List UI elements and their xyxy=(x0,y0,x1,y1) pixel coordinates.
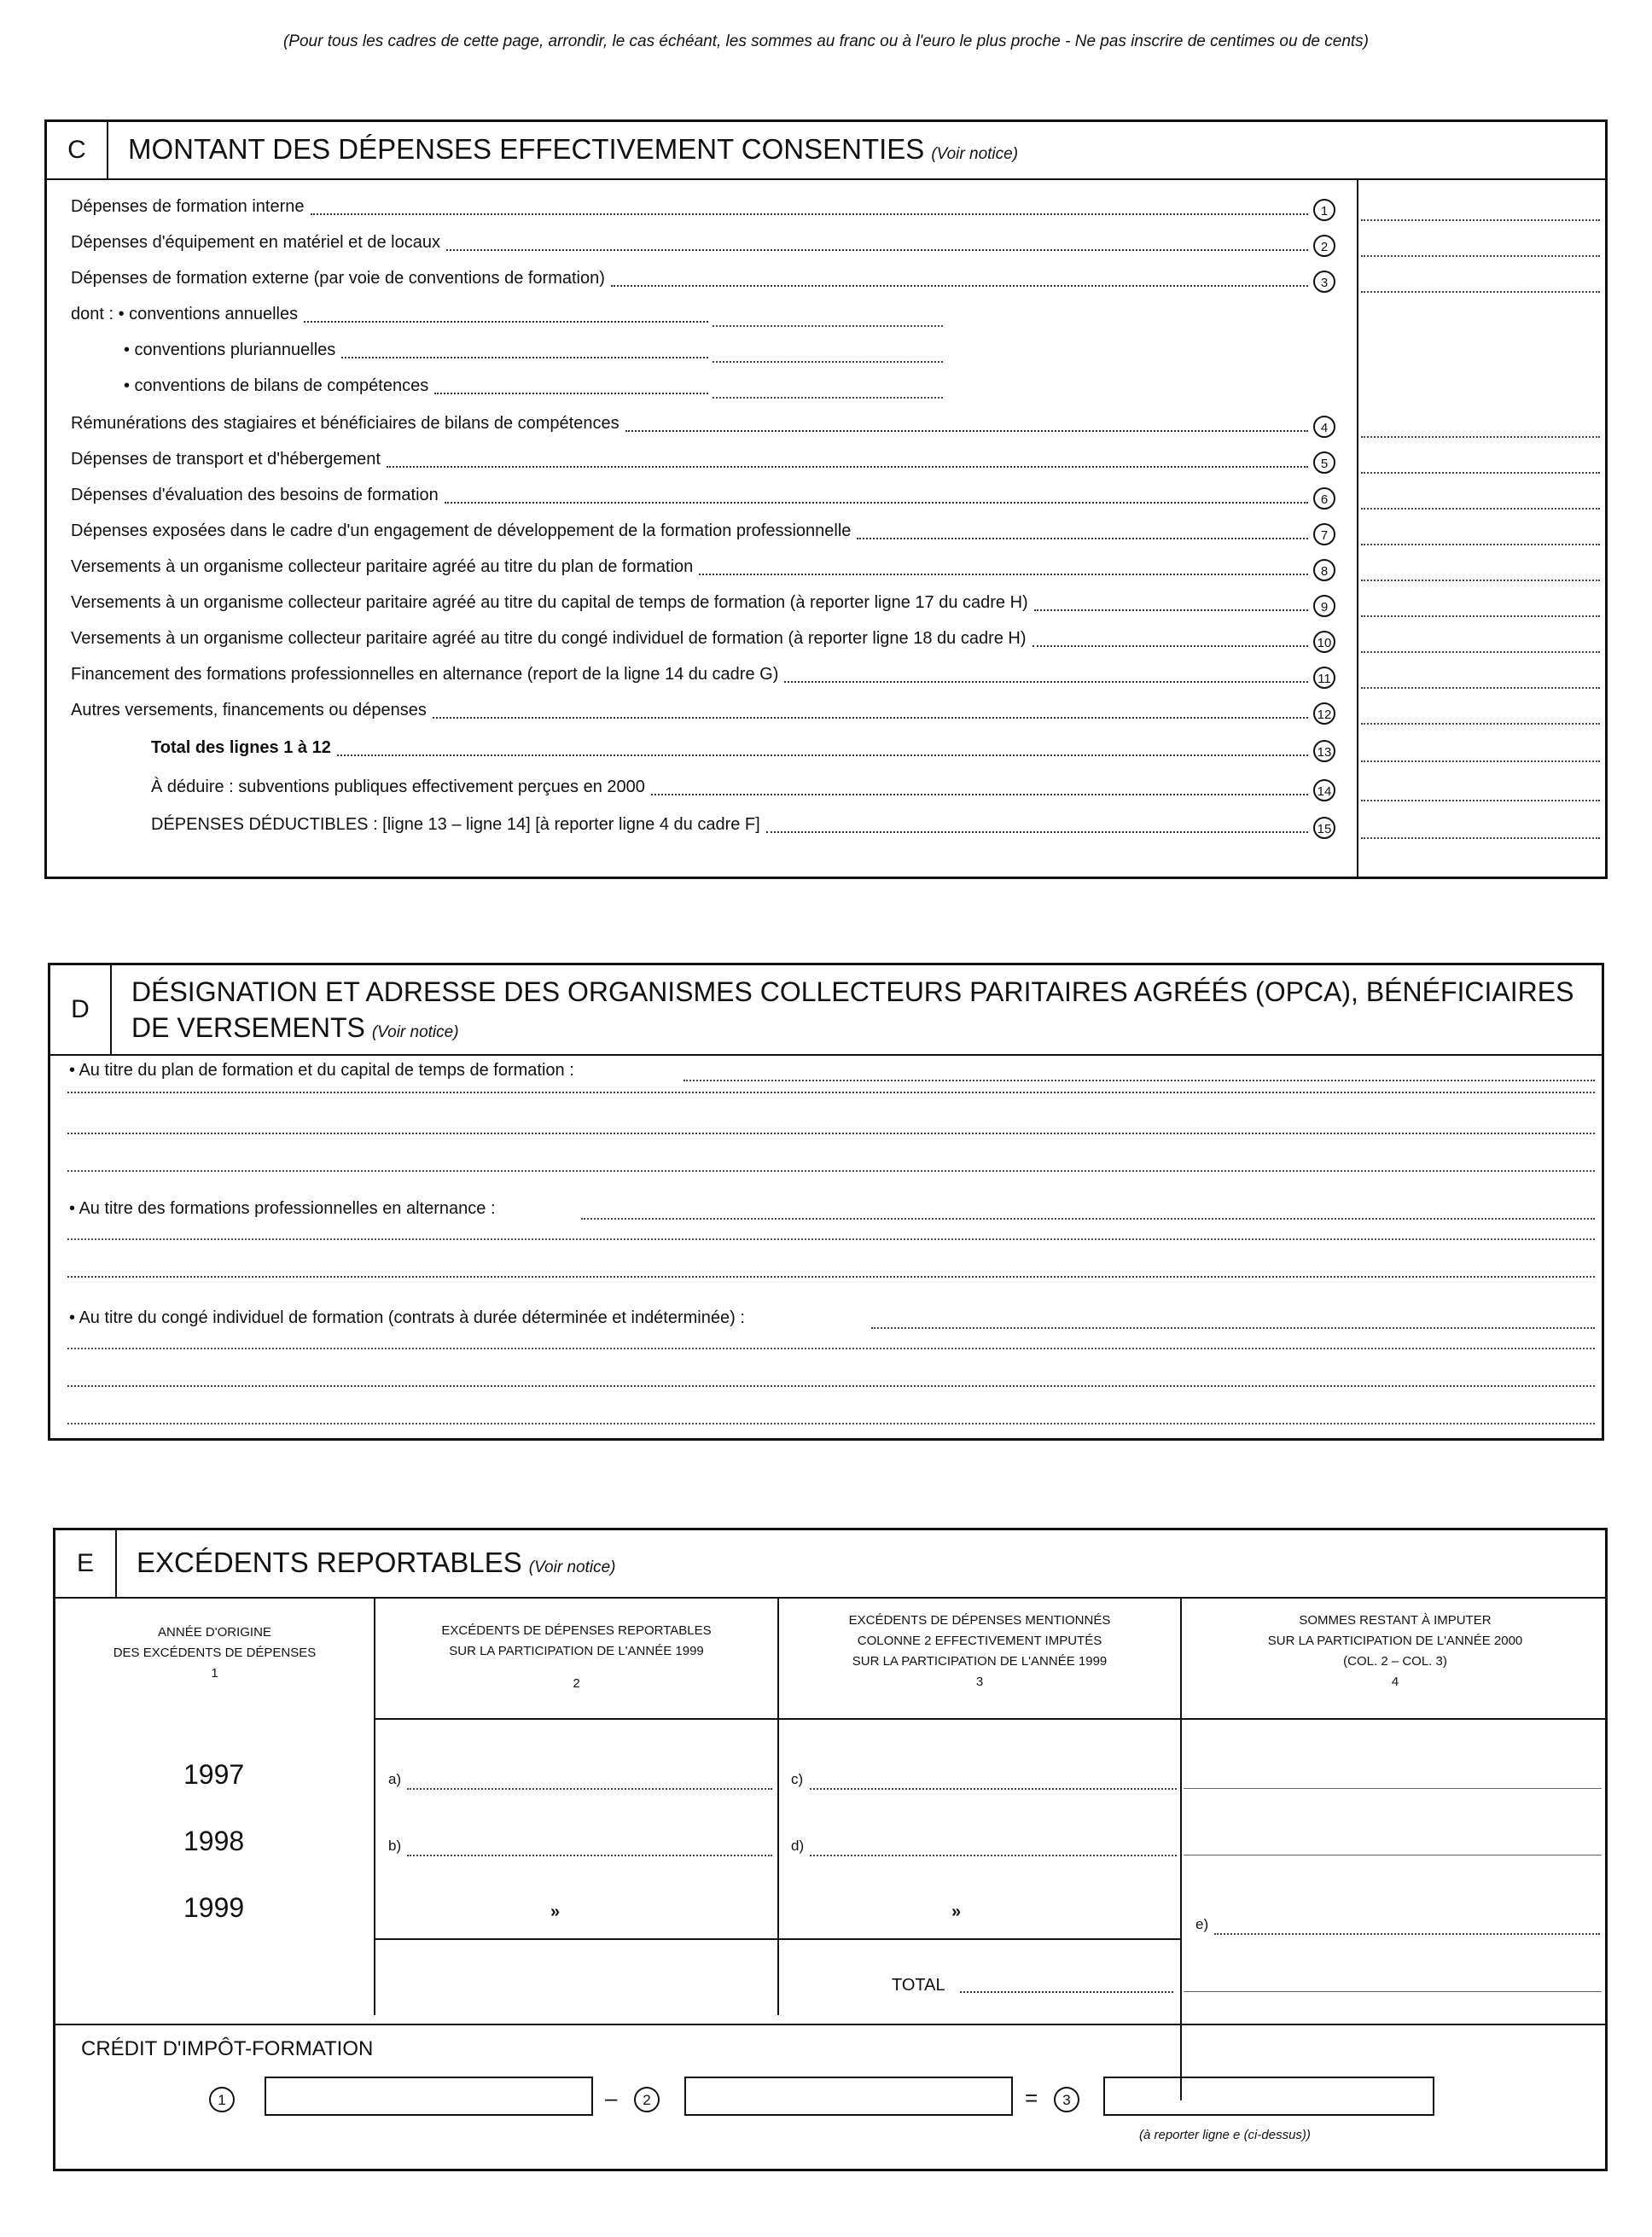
section-c xyxy=(44,119,1608,879)
c-dot-leader xyxy=(784,681,1308,683)
col-1-header: ANNÉE D'ORIGINE DES EXCÉDENTS DE DÉPENSES 1 xyxy=(113,1625,317,1681)
credit-num-1: 1 xyxy=(209,2087,235,2112)
c-line-amount-field[interactable] xyxy=(1361,291,1600,293)
c-line-amount-field[interactable] xyxy=(1361,837,1600,839)
c-line-label: Autres versements, financements ou dépenses xyxy=(71,701,427,719)
section-title xyxy=(131,974,1573,1051)
d-item-entry-line[interactable] xyxy=(871,1327,1595,1329)
c-line-number: 2 xyxy=(1313,235,1335,257)
c-line-label: À déduire : subventions publiques effectivement perçues en 2000 xyxy=(151,778,645,796)
section-e xyxy=(53,1528,1608,2171)
c-dot-leader xyxy=(311,213,1309,215)
mark-a: a) xyxy=(388,1771,402,1787)
voir-notice: (Voir notice) xyxy=(371,1023,459,1041)
section-e-header xyxy=(55,1530,1605,1599)
c-line-number: 5 xyxy=(1313,451,1335,474)
c-line-amount-field[interactable] xyxy=(1361,544,1600,545)
col-2-header: EXCÉDENTS DE DÉPENSES REPORTABLES SUR LA PARTICIPATION DE L'ANNÉE 1999 2 xyxy=(441,1623,712,1691)
c-line-label: Dépenses de transport et d'hébergement xyxy=(71,450,381,469)
d-entry-line[interactable] xyxy=(67,1238,1595,1240)
body-bottom-rule xyxy=(374,1938,1182,1940)
c-dot-leader xyxy=(445,502,1308,504)
d-item-label: • Au titre des formations professionnelles en alternance : xyxy=(69,1199,496,1218)
ditto-mark: » xyxy=(951,1902,962,1921)
ditto-mark: » xyxy=(550,1902,561,1921)
header-rule xyxy=(374,1718,1605,1720)
c-subline-amount-field[interactable] xyxy=(713,361,943,363)
section-d-header xyxy=(50,965,1602,1056)
section-title-text: EXCÉDENTS REPORTABLES xyxy=(137,1547,522,1578)
credit-field-2[interactable] xyxy=(684,2077,1013,2116)
c-line-amount-field[interactable] xyxy=(1361,687,1600,689)
c-line-amount-field[interactable] xyxy=(1361,615,1600,617)
total-bottom-rule xyxy=(55,2024,1605,2025)
c-line-number: 1 xyxy=(1313,199,1335,221)
total-label: TOTAL xyxy=(892,1976,945,1995)
c-line-label: Versements à un organisme collecteur paritaire agréé au titre du congé individuel de formation (à reporter ligne 18 du cadre H) xyxy=(71,629,1027,648)
c-line-label: Dépenses de formation externe (par voie de conventions de formation) xyxy=(71,269,605,288)
c-line-amount-field[interactable] xyxy=(1361,800,1600,801)
mark-e: e) xyxy=(1195,1916,1209,1932)
c-line-amount-field[interactable] xyxy=(1361,255,1600,257)
c-line-amount-field[interactable] xyxy=(1361,651,1600,653)
d-entry-line[interactable] xyxy=(67,1170,1595,1172)
c-line-amount-field[interactable] xyxy=(1361,760,1600,762)
c-dot-leader xyxy=(304,321,708,323)
c-dot-leader xyxy=(341,357,708,358)
c-line-label: Versements à un organisme collecteur paritaire agréé au titre du capital de temps de formation (à reporter ligne 17 du cadre H) xyxy=(71,593,1028,612)
total-field[interactable] xyxy=(1184,1991,1602,1992)
c-subline-amount-field[interactable] xyxy=(713,325,943,327)
reporter-note: (à reporter ligne e (ci-dessus)) xyxy=(1139,2128,1311,2142)
voir-notice: (Voir notice) xyxy=(528,1558,616,1576)
amount-column-divider xyxy=(1357,178,1358,877)
year-1998: 1998 xyxy=(183,1826,245,1856)
c-line-label: Rémunérations des stagiaires et bénéficiaires de bilans de compétences xyxy=(71,414,620,433)
equals-sign: = xyxy=(1025,2085,1038,2111)
c-line-label: DÉPENSES DÉDUCTIBLES : [ligne 13 – ligne 14] [à reporter ligne 4 du cadre F] xyxy=(151,815,760,834)
total-leader xyxy=(960,1991,1173,1993)
c-line-number: 7 xyxy=(1313,523,1335,545)
c-dot-leader xyxy=(387,466,1308,468)
c-dot-leader xyxy=(857,538,1308,539)
c-line-label: Versements à un organisme collecteur paritaire agréé au titre du plan de formation xyxy=(71,557,694,576)
d-item-entry-line[interactable] xyxy=(581,1218,1595,1220)
c-subline-amount-field[interactable] xyxy=(713,397,943,399)
c-dot-leader xyxy=(699,574,1308,575)
c-line-number: 12 xyxy=(1313,702,1335,725)
c-dot-leader xyxy=(1032,645,1308,647)
minus-sign: – xyxy=(605,2085,618,2111)
field-b[interactable] xyxy=(407,1855,772,1856)
credit-num-3: 3 xyxy=(1054,2087,1079,2112)
c-line-number: 15 xyxy=(1313,817,1335,839)
d-entry-line[interactable] xyxy=(67,1092,1595,1093)
section-d xyxy=(48,963,1604,1441)
c-line-amount-field[interactable] xyxy=(1361,472,1600,474)
c-line-label: Total des lignes 1 à 12 xyxy=(151,738,331,757)
voir-notice: (Voir notice) xyxy=(931,145,1019,163)
d-entry-line[interactable] xyxy=(67,1276,1595,1278)
top-note: (Pour tous les cadres de cette page, arrondir, le cas échéant, les sommes au franc ou à l'euro le plus proche - Ne pas inscrire de centimes ou de cents) xyxy=(282,32,1369,50)
c-line-label: dont : • conventions annuelles xyxy=(71,305,299,323)
c-line-number: 4 xyxy=(1313,416,1335,438)
mark-c: c) xyxy=(791,1771,804,1787)
year-1997: 1997 xyxy=(183,1759,245,1790)
c-line-label: • conventions pluriannuelles xyxy=(124,341,336,359)
section-letter: C xyxy=(47,122,108,178)
section-title-text: MONTANT DES DÉPENSES EFFECTIVEMENT CONSENTIES xyxy=(128,133,925,165)
section-letter: D xyxy=(50,965,112,1054)
col-4-header: SOMMES RESTANT À IMPUTER SUR LA PARTICIPATION DE L'ANNÉE 2000 (COL. 2 – COL. 3) 4 xyxy=(1267,1613,1523,1689)
c-line-label: Dépenses d'équipement en matériel et de locaux xyxy=(71,233,440,252)
c-line-number: 10 xyxy=(1313,631,1335,653)
c-dot-leader xyxy=(1034,609,1308,611)
c-line-number: 3 xyxy=(1313,271,1335,293)
c-line-number: 9 xyxy=(1313,595,1335,617)
field-a[interactable] xyxy=(407,1788,772,1790)
c-line-label: Dépenses de formation interne xyxy=(71,197,305,216)
field-e[interactable] xyxy=(1214,1933,1600,1935)
c-line-number: 14 xyxy=(1313,779,1335,801)
c-dot-leader xyxy=(625,430,1308,432)
c-line-label: Dépenses exposées dans le cadre d'un engagement de développement de la formation professionnelle xyxy=(71,521,852,540)
credit-label: CRÉDIT D'IMPÔT-FORMATION xyxy=(81,2037,374,2060)
d-item-label: • Au titre du congé individuel de formation (contrats à durée déterminée et indéterminée) : xyxy=(69,1308,745,1327)
c-line-number: 11 xyxy=(1313,667,1335,689)
c-line-amount-field[interactable] xyxy=(1361,723,1600,725)
section-title-line1: DÉSIGNATION ET ADRESSE DES ORGANISMES COLLECTEURS PARITAIRES AGRÉÉS (OPCA), BÉNÉFICIAIRES xyxy=(131,976,1574,1007)
c-dot-leader xyxy=(766,831,1308,833)
c-line-number: 13 xyxy=(1313,740,1335,762)
section-title xyxy=(137,1546,615,1585)
field-d[interactable] xyxy=(810,1855,1177,1856)
c-line-label: • conventions de bilans de compétences xyxy=(124,376,429,395)
c-line-number: 6 xyxy=(1313,487,1335,510)
section-c-header xyxy=(47,122,1605,180)
c-line-label: Financement des formations professionnelles en alternance (report de la ligne 14 du cadre G) xyxy=(71,665,779,684)
section-title xyxy=(128,132,1018,172)
c-dot-leader xyxy=(611,285,1308,287)
field-c[interactable] xyxy=(810,1788,1177,1790)
c-line-amount-field[interactable] xyxy=(1361,508,1600,510)
c-line-number: 8 xyxy=(1313,559,1335,581)
c-line-amount-field[interactable] xyxy=(1361,580,1600,581)
mark-b: b) xyxy=(388,1838,402,1854)
c-dot-leader xyxy=(337,754,1308,756)
d-entry-line[interactable] xyxy=(67,1385,1595,1387)
d-entry-line[interactable] xyxy=(67,1423,1595,1424)
credit-num-2: 2 xyxy=(634,2087,660,2112)
d-item-label: • Au titre du plan de formation et du capital de temps de formation : xyxy=(69,1061,574,1080)
section-title-line2: DE VERSEMENTS xyxy=(131,1012,365,1043)
credit-field-1[interactable] xyxy=(265,2077,593,2116)
year-1999: 1999 xyxy=(183,1892,245,1923)
c-dot-leader xyxy=(433,717,1308,719)
mark-d: d) xyxy=(791,1838,805,1854)
field-col4-1997[interactable] xyxy=(1184,1788,1602,1789)
c-line-amount-field[interactable] xyxy=(1361,219,1600,221)
c-dot-leader xyxy=(446,249,1308,251)
credit-field-3[interactable] xyxy=(1103,2077,1434,2116)
col-3-header: EXCÉDENTS DE DÉPENSES MENTIONNÉS COLONNE 2 EFFECTIVEMENT IMPUTÉS SUR LA PARTICIPATION DE L'ANNÉE 1999 3 xyxy=(848,1613,1111,1689)
c-dot-leader xyxy=(651,794,1308,795)
section-letter: E xyxy=(55,1530,117,1597)
c-line-amount-field[interactable] xyxy=(1361,436,1600,438)
c-dot-leader xyxy=(434,393,708,394)
d-item-entry-line[interactable] xyxy=(683,1080,1595,1081)
d-entry-line[interactable] xyxy=(67,1348,1595,1349)
c-line-label: Dépenses d'évaluation des besoins de formation xyxy=(71,486,439,504)
d-entry-line[interactable] xyxy=(67,1133,1595,1134)
